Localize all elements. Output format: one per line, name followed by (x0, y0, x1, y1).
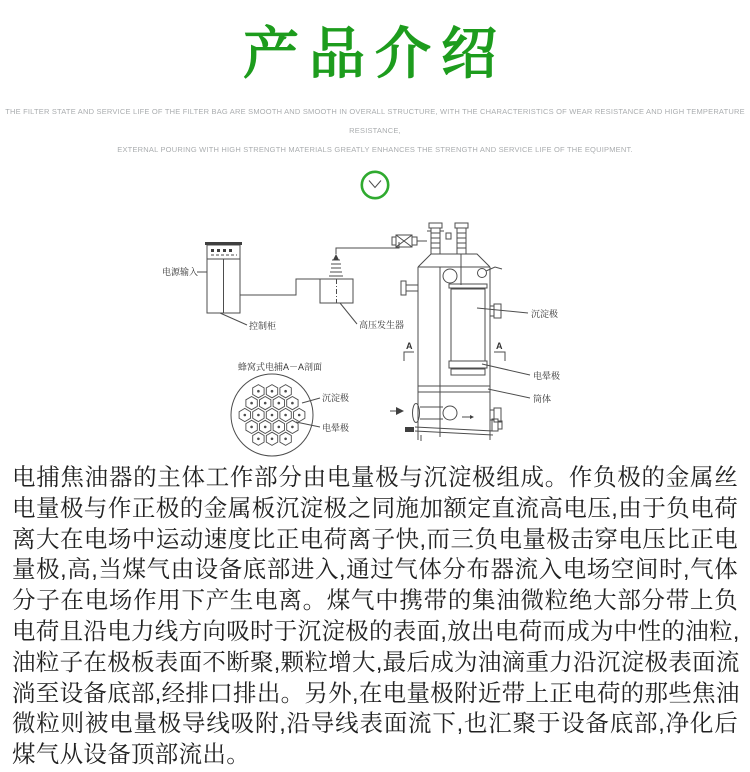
corona-electrode-label: 电晕极 (533, 371, 561, 381)
page-title: 产品介绍 (243, 22, 507, 85)
subtitle (0, 102, 750, 159)
paragraph-line: 微粒则被电量极导线吸附,沿导线表面流下,也汇聚于设备底部,净化后 (12, 710, 738, 737)
paragraph-line: 电捕焦油器的主体工作部分由电量极与沉淀极组成。作负极的金属丝 (12, 464, 738, 490)
cylinder-body-label: 筒体 (533, 394, 552, 404)
paragraph-line: 电量极与作正极的金属板沉淀极之同施加额定直流高电压,由于负电荷 (12, 494, 738, 521)
section-precipitation-electrode-label: 沉淀极 (322, 393, 350, 403)
control-cabinet (205, 242, 242, 313)
vessel-bushing (392, 235, 427, 247)
paragraph-line: 煤气从设备顶部流出。 (12, 741, 250, 768)
precipitation-electrode-label: 沉淀极 (531, 309, 559, 319)
vessel-body (390, 223, 502, 441)
paragraph-line: 淌至设备底部,经排口排出。另外,在电量极附近带上正电荷的那些焦油 (12, 679, 740, 706)
section-mark-left: A (406, 341, 413, 351)
honeycomb-section-title: 蜂窝式电捕A－A剖面 (238, 362, 323, 372)
hv-generator (320, 254, 353, 303)
subtitle-line-2: EXTERNAL POURING WITH HIGH STRENGTH MATERIALS GREATLY ENHANCES THE STRENGTH AND SERVICE LIFE OF THE EQUIPMENT. (117, 145, 633, 154)
description-paragraph (0, 462, 750, 770)
hv-generator-label: 高压发生器 (359, 320, 405, 330)
subtitle-line-1: THE FILTER STATE AND SERVICE LIFE OF THE FILTER BAG ARE SMOOTH AND SMOOTH IN OVERALL STRUCTURE, WITH THE CHARACTERISTICS OF WEAR RESISTANCE AND HIGH TEMPERATURE RESISTANCE, (5, 107, 745, 135)
power-wire (240, 279, 320, 295)
chevron-down-circle-icon (359, 169, 391, 201)
paragraph-line: 分子在电场作用下产生电离。煤气中携带的集油微粒绝大部分带上负 (12, 587, 738, 614)
honeycomb-cells (239, 385, 305, 446)
paragraph-line: 电荷且沿电力线方向吸时于沉淀极的表面,放出电荷而成为中性的油粒, (12, 617, 740, 644)
paragraph-line: 量极,高,当煤气由设备底部进入,通过气体分布器流入电场空间时,气体 (12, 556, 738, 583)
section-mark-right: A (496, 341, 503, 351)
paragraph-line: 离大在电场中运动速度比正电荷离子快,而三负电量极击穿电压比正电 (12, 525, 738, 552)
paragraph-line: 油粒子在极板表面不断聚,颗粒增大,最后成为油滴重力沿沉淀极表面流 (12, 648, 740, 675)
tar-precipitator-diagram (150, 211, 610, 461)
equipment-diagram (150, 211, 610, 461)
power-input-label: 电源输入 (162, 267, 199, 277)
hv-wire (336, 242, 399, 254)
section-divider (0, 169, 750, 205)
section-corona-electrode-label: 电晕极 (322, 423, 350, 433)
control-cabinet-label: 控制柜 (249, 321, 277, 331)
honeycomb-section (231, 361, 349, 456)
